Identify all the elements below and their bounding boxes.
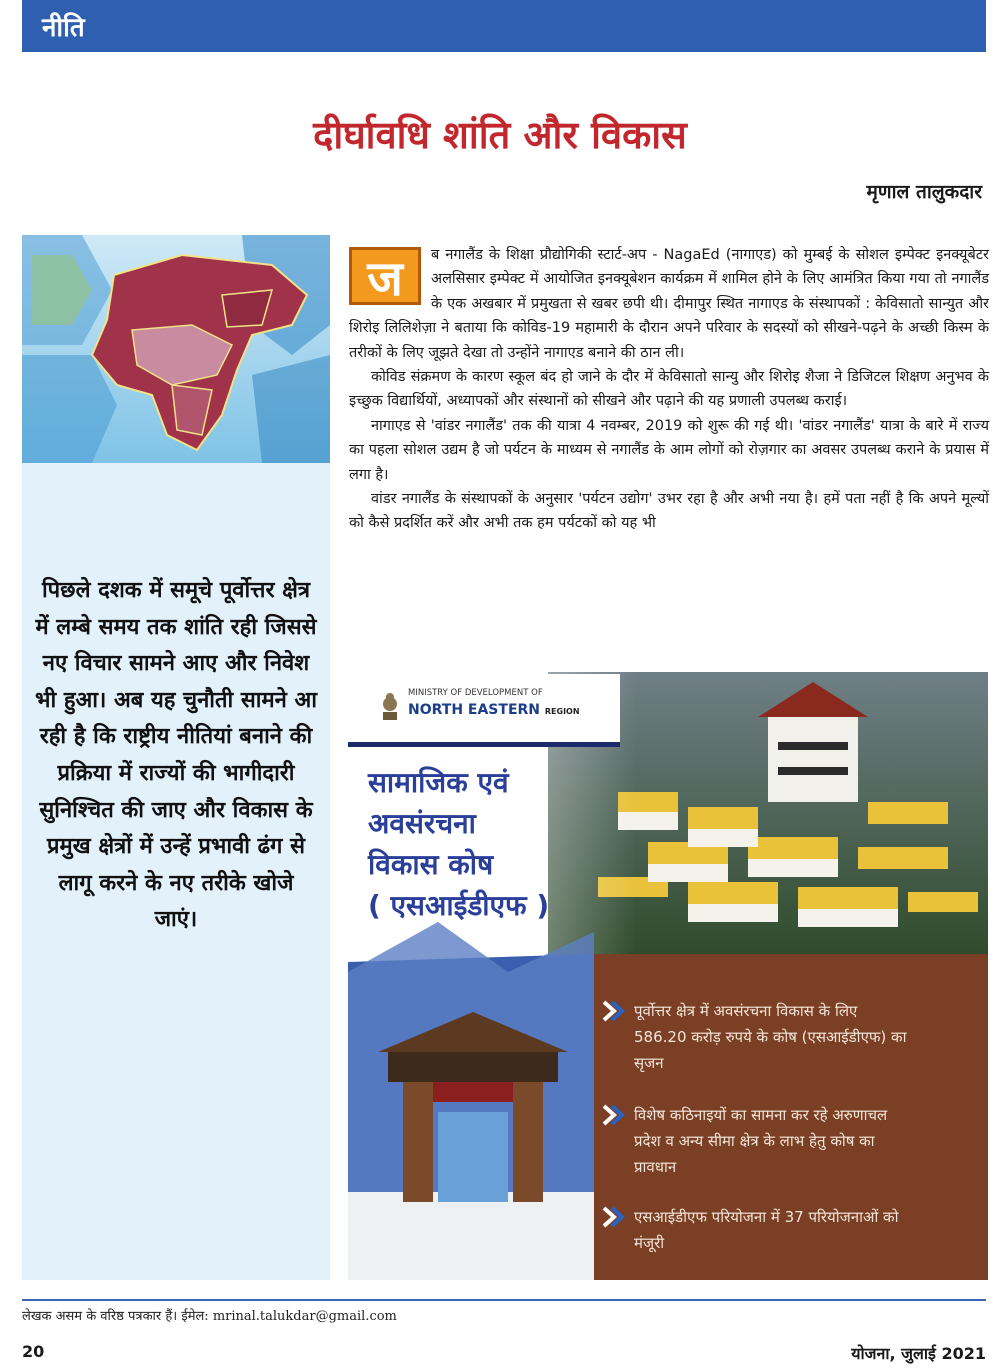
- promo-bullet: विशेष कठिनाइयों का सामना कर रहे अरुणाचल प्रदेश व अन्य सीमा क्षेत्र के लाभ हेतु कोष का प्रावधान: [634, 1102, 914, 1180]
- sidebar-panel: [22, 235, 330, 1280]
- ministry-name: NORTH EASTERN REGION: [408, 702, 580, 718]
- chevron-right-icon: [600, 1102, 626, 1128]
- drop-cap: ज: [349, 247, 421, 305]
- article-paragraph: ज ब नगालैंड के शिक्षा प्रौद्योगिकी स्टार्ट-अप - NagaEd (नागाएड) को मुम्बई के सोशल इम्पेक्ट इनक्यूबेटर अलसिसार इम्पेक्ट में आयोजित इनक्यूबेशन कार्यक्रम में शामिल होने के लिए आमंत्रित किया गया तो नगालैंड के एक अखबार में प्रमुखता से खबर छपी थी। दीमापुर स्थित नागाएड के संस्थापकों : केविसातो सान्युत और शिरोइ लिलिशेज़ा ने बताया कि कोविड-19 महामारी के दौरान अपने परिवार के सदस्यों को सीखने-पढ़ने के अच्छी किस्म के तरीकों के लिए जूझते देखा तो उन्होंने नागाएड बनाने की ठान ली।: [349, 247, 989, 361]
- chevron-right-icon: [600, 1204, 626, 1230]
- promo-bullet: एसआईडीएफ परियोजना में 37 परियोजनाओं को मंजूरी: [634, 1204, 914, 1256]
- promo-title: सामाजिक एवं अवसंरचना विकास कोष ( एसआईडीएफ ): [368, 766, 550, 922]
- northeast-map-illustration: [22, 235, 330, 463]
- page-number: 20: [22, 1342, 45, 1361]
- article-paragraph: कोविड संक्रमण के कारण स्कूल बंद हो जाने के दौर में केविसातो सान्यु और शिरोइ शैजा ने डिजिटल शिक्षण अनुभव के इच्छुक विद्यार्थियों, अध्यापकों और संस्थानों को सीखने और पढ़ाने की यह प्रणाली उपलब्ध कराई।: [349, 369, 989, 410]
- ministry-banner: [348, 674, 620, 747]
- article-paragraph: नागाएड से 'वांडर नगालैंड' तक की यात्रा 4 नवम्बर, 2019 को शुरू की गई थी। 'वांडर नगालैंड' यात्रा के बारे में राज्य का पहला सोशल उद्यम है जो पर्यटन के माध्यम से नगालैंड के आम लोगों को रोज़गार का अवसर उपलब्ध कराने के प्रयास में लगा है।: [349, 417, 989, 483]
- article-paragraph: वांडर नगालैंड के संस्थापकों के अनुसार 'पर्यटन उद्योग' उभर रहा है और अभी नया है। हमें पता नहीं है कि अपने मूल्यों को कैसे प्रदर्शित करें और अभी तक हम पर्यटकों को यह भी: [349, 491, 989, 532]
- sidf-promo-box: [348, 672, 988, 1280]
- author-footnote: लेखक असम के वरिष्ठ पत्रकार हैं। ईमेल: mrinal.talukdar@gmail.com: [22, 1309, 397, 1324]
- section-header-bar: [22, 0, 986, 52]
- promo-bullet-panel: [594, 954, 988, 1280]
- chevron-right-icon: [600, 998, 626, 1024]
- article-body: [349, 243, 989, 536]
- promo-bullet: पूर्वोत्तर क्षेत्र में अवसंरचना विकास के लिए 586.20 करोड़ रुपये के कोष (एसआईडीएफ) का सृजन: [634, 998, 914, 1076]
- article-title: दीर्घावधि शांति और विकास: [313, 113, 687, 157]
- national-emblem-icon: [380, 690, 400, 722]
- ministry-top-line: MINISTRY OF DEVELOPMENT OF: [408, 688, 543, 698]
- section-label: नीति: [42, 13, 85, 43]
- magazine-issue: योजना, जुलाई 2021: [851, 1344, 986, 1363]
- pull-quote: पिछले दशक में समूचे पूर्वोत्तर क्षेत्र में लम्बे समय तक शांति रही जिससे नए विचार सामने आए और निवेश भी हुआ। अब यह चुनौती सामने आ रही है कि राष्ट्रीय नीतियां बनाने की प्रक्रिया में राज्यों की भागीदारी सुनिश्चित की जाए और विकास के प्रमुख क्षेत्रों में उन्हें प्रभावी ढंग से लागू करने के नए तरीके खोजे जाएं।: [35, 578, 317, 933]
- article-author: मृणाल तालुकदार: [866, 181, 982, 203]
- footer-divider: [22, 1299, 986, 1301]
